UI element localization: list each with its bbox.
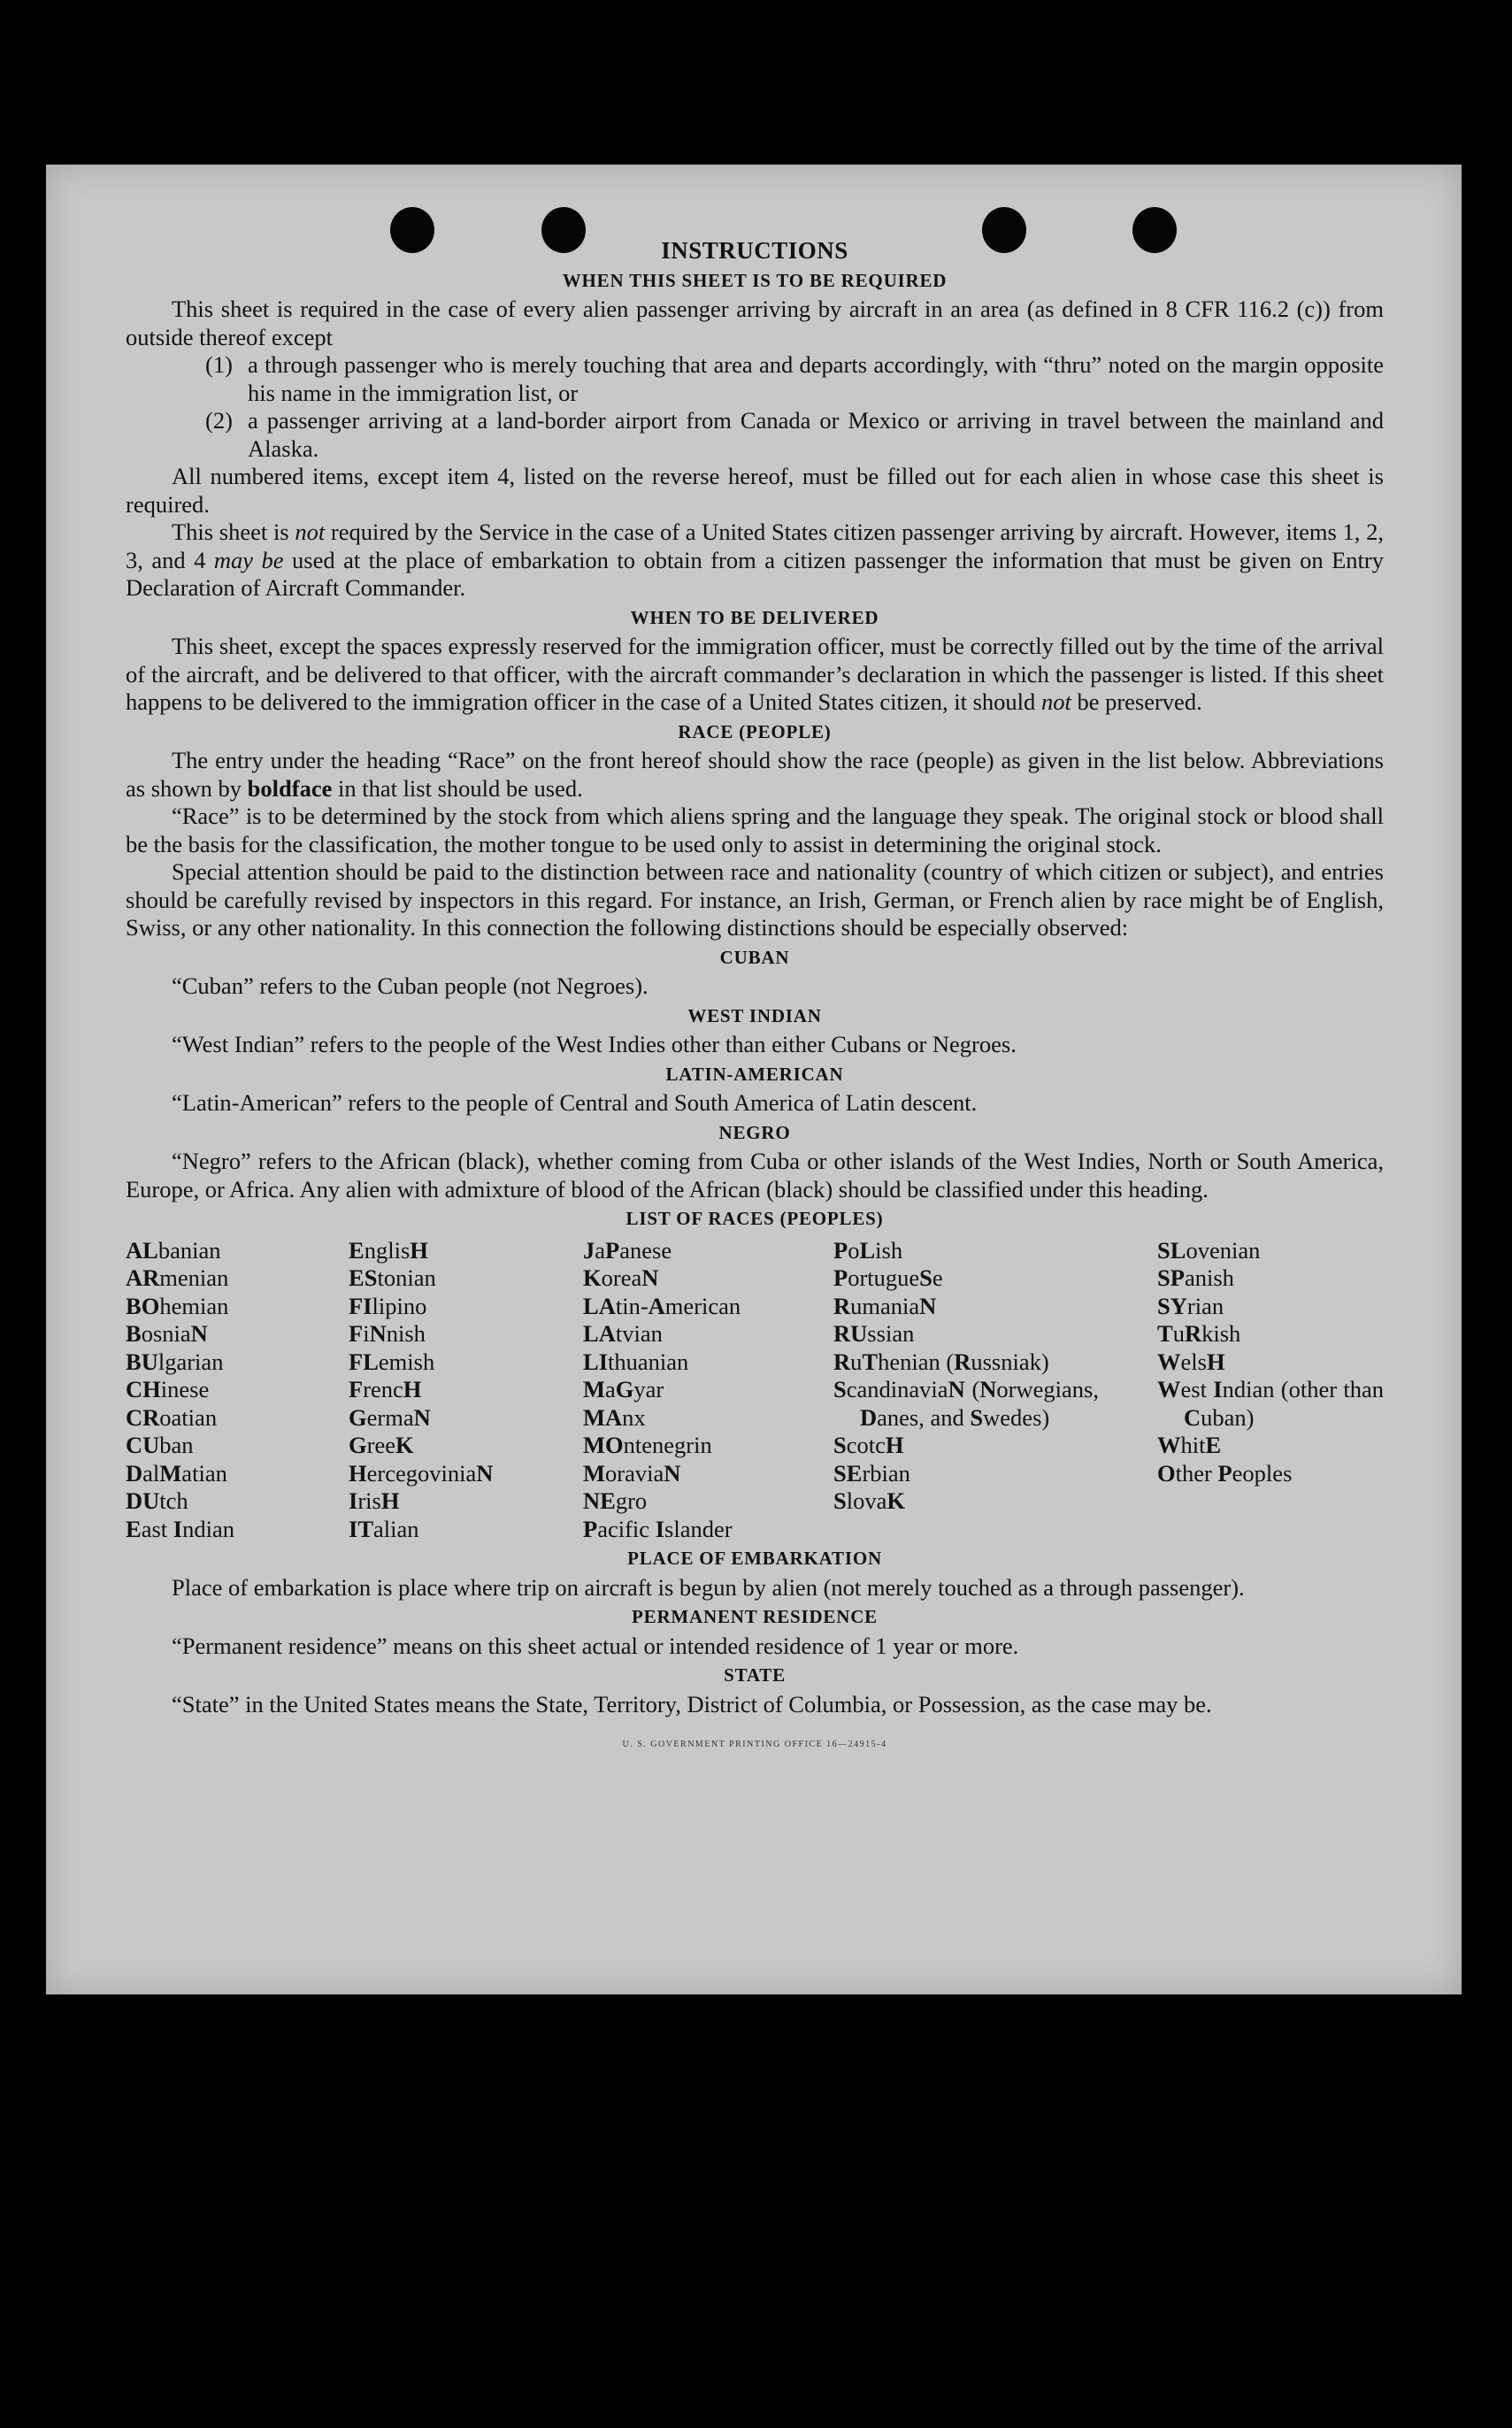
section-heading-cuban: CUBAN (719, 946, 790, 968)
race-entry: MaGyar (583, 1376, 664, 1402)
section-heading-when-delivered: WHEN TO BE DELIVERED (630, 606, 879, 628)
race-entry: PoLish (833, 1236, 903, 1264)
paragraph: All numbered items, except item 4, listed on the reverse hereof, must be filled out for each alien in whose case this sheet is required. (126, 463, 1384, 518)
race-column (349, 1237, 583, 1544)
race-entry: WelsH (1157, 1348, 1225, 1375)
definition: “West Indian” refers to the people of the West Indies other than either Cubans or Negroes. (172, 1031, 1017, 1057)
item-number: (2) (205, 407, 233, 434)
paragraph: “Race” is to be determined by the stock from which aliens spring and the language they speak. The original stock or blood shall be the basis for the classification, the mother tongue to be used only to assist in determining the original stock. (126, 803, 1384, 857)
race-entry: WhitE (1157, 1432, 1222, 1458)
race-entry: EStonian (349, 1264, 436, 1291)
race-entry: East Indian (126, 1515, 234, 1542)
section-heading-list-of-races: LIST OF RACES (PEOPLES) (626, 1208, 884, 1229)
section-heading-residence: PERMANENT RESIDENCE (632, 1606, 878, 1627)
race-entry: FiNnish (349, 1320, 426, 1347)
race-entry: RuThenian (Russniak) (833, 1348, 1049, 1375)
numbered-item (126, 407, 1384, 463)
race-entry: LAtvian (583, 1320, 663, 1347)
document-sheet (46, 165, 1462, 1994)
race-entry: BUlgarian (126, 1348, 224, 1375)
definition: “Negro” refers to the African (black), whether coming from Cuba or other islands of the West Indies, North or South America, Europe, or Africa. Any alien with admixture of blood of the African (black) should be classified under this heading. (126, 1148, 1384, 1202)
race-entry: PortugueSe (833, 1264, 943, 1291)
race-entry: West Indian (other than Cuban) (1157, 1376, 1385, 1431)
section-heading-embarkation: PLACE OF EMBARKATION (627, 1548, 882, 1569)
page-title: INSTRUCTIONS (661, 237, 848, 264)
race-entry: ITalian (349, 1515, 419, 1542)
race-column (1157, 1237, 1384, 1544)
race-entry: CHinese (126, 1376, 210, 1402)
race-entry: LIthuanian (583, 1348, 689, 1375)
race-entry: GermaN (349, 1403, 431, 1431)
paragraph: This sheet is required in the case of every alien passenger arriving by aircraft in an area (as defined in 8 CFR 116.2 (c)) from outside thereof except (126, 296, 1384, 350)
section-heading-when-required: WHEN THIS SHEET IS TO BE REQUIRED (562, 269, 948, 291)
race-entry: DalMatian (126, 1459, 227, 1487)
race-entry: SPanish (1157, 1264, 1234, 1291)
race-entry: CRoatian (126, 1403, 218, 1431)
race-entry: IrisH (349, 1487, 400, 1514)
race-entry: FrencH (349, 1376, 422, 1402)
race-entry: KoreaN (583, 1264, 659, 1291)
race-entry: LAtin-American (583, 1292, 741, 1319)
race-entry: CUban (126, 1432, 194, 1458)
paragraph: This sheet is not required by the Service in the case of a United States citizen passenger arriving by aircraft. However, items 1, 2, 3, and 4 may be used at the place of embarkation to obtain from a citizen passenger the information that must be given on Entry Declaration of Aircraft Commander. (126, 519, 1384, 601)
race-entry: RumaniaN (833, 1292, 937, 1319)
race-entry: HercegoviniaN (349, 1459, 494, 1487)
item-number: (1) (205, 351, 233, 378)
paragraph: This sheet, except the spaces expressly reserved for the immigration officer, must be correctly filled out by the time of the arrival of the aircraft, and be delivered to that officer, with the aircraft commander’s declaration in which the passenger is listed. If this sheet happens to be delivered to the immigration officer in the case of a United States citizen, it should not be preserved. (126, 633, 1384, 715)
race-entry: JaPanese (583, 1236, 672, 1264)
item-text: a passenger arriving at a land-border airport from Canada or Mexico or arriving in travel between the mainland and Alaska. (248, 407, 1384, 462)
race-entry: Other Peoples (1157, 1459, 1293, 1487)
race-entry: DUtch (126, 1487, 188, 1514)
race-column (583, 1237, 833, 1544)
paragraph: “State” in the United States means the State, Territory, District of Columbia, or Possession, as the case may be. (172, 1690, 1212, 1717)
race-entry: SlovaK (833, 1487, 906, 1514)
item-text: a through passenger who is merely touching that area and departs accordingly, with “thru” noted on the margin opposite his name in the immigration list, or (248, 351, 1384, 406)
race-entry: MOntenegrin (583, 1432, 712, 1458)
race-entry: SYrian (1157, 1292, 1224, 1319)
race-entry: ScotcH (833, 1432, 904, 1458)
race-entry: RUssian (833, 1320, 915, 1347)
section-heading-latin-american: LATIN-AMERICAN (665, 1063, 844, 1085)
race-entry: ARmenian (126, 1264, 229, 1291)
race-entry: MAnx (583, 1403, 646, 1431)
paragraph: The entry under the heading “Race” on the front hereof should show the race (people) as given in the list below. Abbreviations as shown by boldface in that list should be used. (126, 747, 1384, 802)
race-entry: NEgro (583, 1487, 648, 1514)
race-entry: MoraviaN (583, 1459, 681, 1487)
section-heading-state: STATE (724, 1664, 786, 1686)
race-list (126, 1237, 1384, 1544)
definition: “Cuban” refers to the Cuban people (not Negroes). (172, 972, 649, 999)
race-entry: BOhemian (126, 1292, 229, 1319)
paragraph: Special attention should be paid to the distinction between race and nationality (country of which citizen or subject), and entries should be carefully revised by inspectors in this regard. For instance, an Irish, German, or French alien by race might be of English, Swiss, or any other nationality. In this connection the following distinctions should be especially observed: (126, 858, 1384, 941)
paragraph: Place of embarkation is place where trip on aircraft is begun by alien (not merely touched as a through passenger). (172, 1573, 1245, 1601)
section-heading-negro: NEGRO (718, 1121, 791, 1143)
race-entry: EnglisH (349, 1236, 428, 1264)
definition: “Latin-American” refers to the people of Central and South America of Latin descent. (172, 1089, 978, 1116)
race-entry: GreeK (349, 1432, 414, 1458)
race-entry: ALbanian (126, 1236, 221, 1264)
race-entry: FLemish (349, 1348, 435, 1375)
race-column (126, 1237, 349, 1544)
printing-office-imprint: U. S. GOVERNMENT PRINTING OFFICE 16—24915-4 (622, 1740, 887, 1749)
race-entry: ScandinaviaN (Norwegians, Danes, and Swedes) (833, 1376, 1099, 1431)
instructions-text (126, 237, 1384, 1759)
race-entry: TuRkish (1157, 1320, 1241, 1347)
race-entry: FIlipino (349, 1292, 427, 1319)
race-column (833, 1237, 1099, 1544)
race-entry: SErbian (833, 1459, 910, 1487)
numbered-item (126, 351, 1384, 407)
section-heading-race: RACE (PEOPLE) (678, 720, 832, 742)
race-entry: BosniaN (126, 1320, 208, 1347)
race-entry: Pacific Islander (583, 1515, 733, 1542)
section-heading-west-indian: WEST INDIAN (687, 1004, 822, 1026)
paragraph: “Permanent residence” means on this sheet actual or intended residence of 1 year or more. (172, 1632, 1019, 1659)
race-entry: SLovenian (1157, 1236, 1261, 1264)
